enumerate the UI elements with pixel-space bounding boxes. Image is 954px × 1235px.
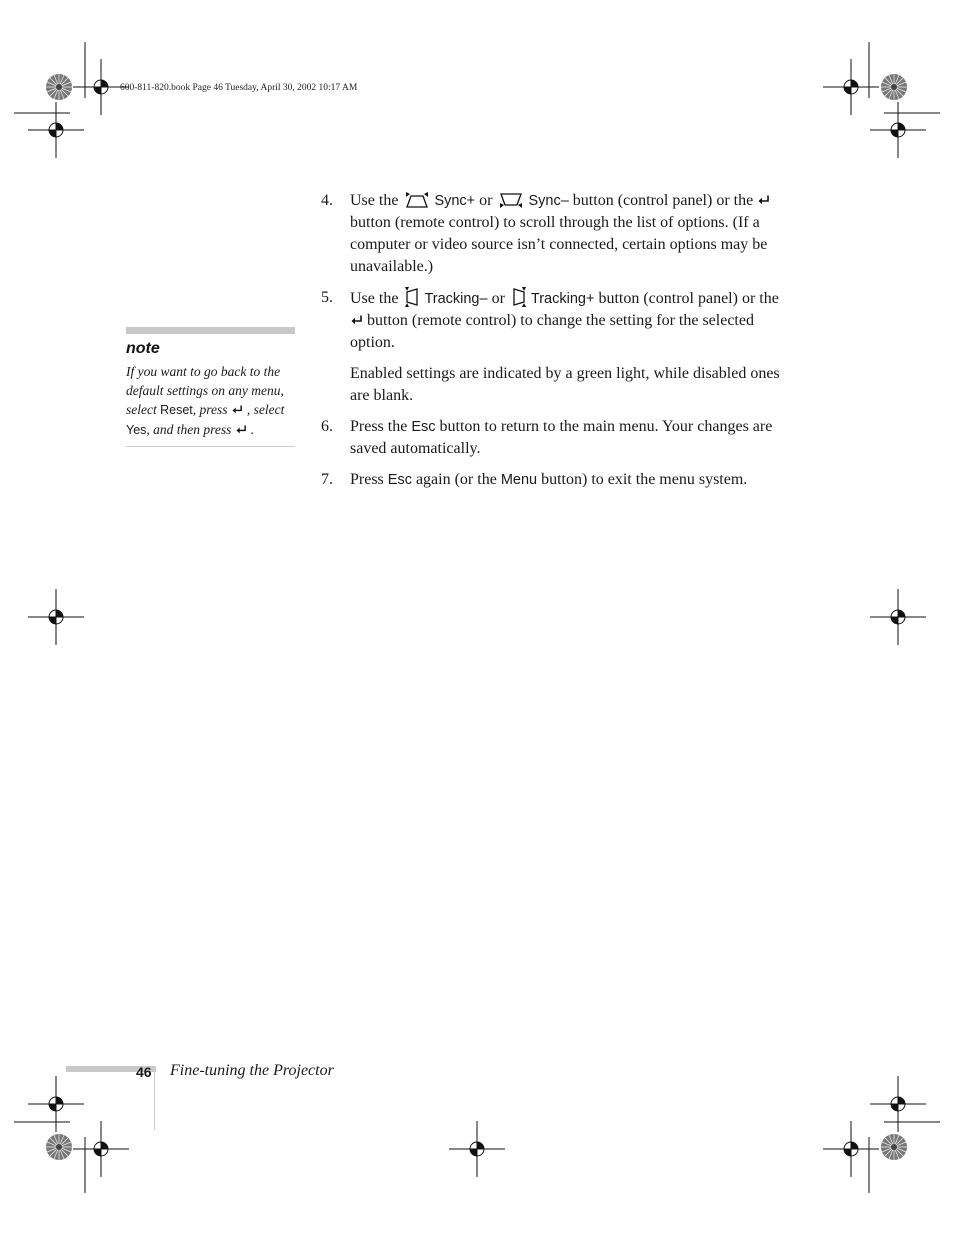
footer-divider xyxy=(154,1066,155,1130)
step-number: 4. xyxy=(321,192,333,209)
tracking-minus-icon xyxy=(404,287,420,307)
enter-arrow-icon xyxy=(351,315,363,326)
enter-arrow-icon xyxy=(232,405,243,415)
step-text: Use the Sync+ or Sync– button (control panel) or the button (remote control) to scroll through the list of options. (If a computer or video source isn’t connected, certain options may be unavailable.) xyxy=(350,190,786,278)
print-slug: 600-811-820.book Page 46 Tuesday, April 30, 2002 10:17 AM xyxy=(120,83,358,93)
step-text: Press Esc again (or the Menu button) to exit the menu system. xyxy=(350,471,748,488)
step-5 xyxy=(321,287,786,407)
step-number: 5. xyxy=(321,289,333,306)
note-title: note xyxy=(126,340,160,357)
note-bar xyxy=(126,327,295,334)
page-number: 46 xyxy=(136,1064,152,1080)
step-number: 6. xyxy=(321,418,333,435)
sync-plus-icon xyxy=(404,191,430,209)
step-4 xyxy=(321,190,786,278)
step-extra-text: Enabled settings are indicated by a green light, while disabled ones are blank. xyxy=(350,365,780,404)
enter-arrow-icon xyxy=(236,425,247,435)
step-number: 7. xyxy=(321,471,333,488)
step-text: Use the Tracking– or Tracking+ button (control panel) or the button (remote control) to change the setting for the selected option. xyxy=(350,287,786,354)
step-text: Press the Esc button to return to the main menu. Your changes are saved automatically. xyxy=(350,418,773,457)
sync-minus-icon xyxy=(498,191,524,209)
note-box xyxy=(126,327,295,447)
note-divider xyxy=(126,446,295,447)
running-title: Fine-tuning the Projector xyxy=(170,1062,334,1079)
tracking-plus-icon xyxy=(511,287,527,307)
step-7 xyxy=(321,469,786,491)
step-6 xyxy=(321,416,786,460)
enter-arrow-icon xyxy=(758,195,770,206)
note-text: If you want to go back to the default settings on any menu, select Reset, press , select Yes, and then press . xyxy=(126,364,285,437)
instruction-list xyxy=(321,190,786,500)
